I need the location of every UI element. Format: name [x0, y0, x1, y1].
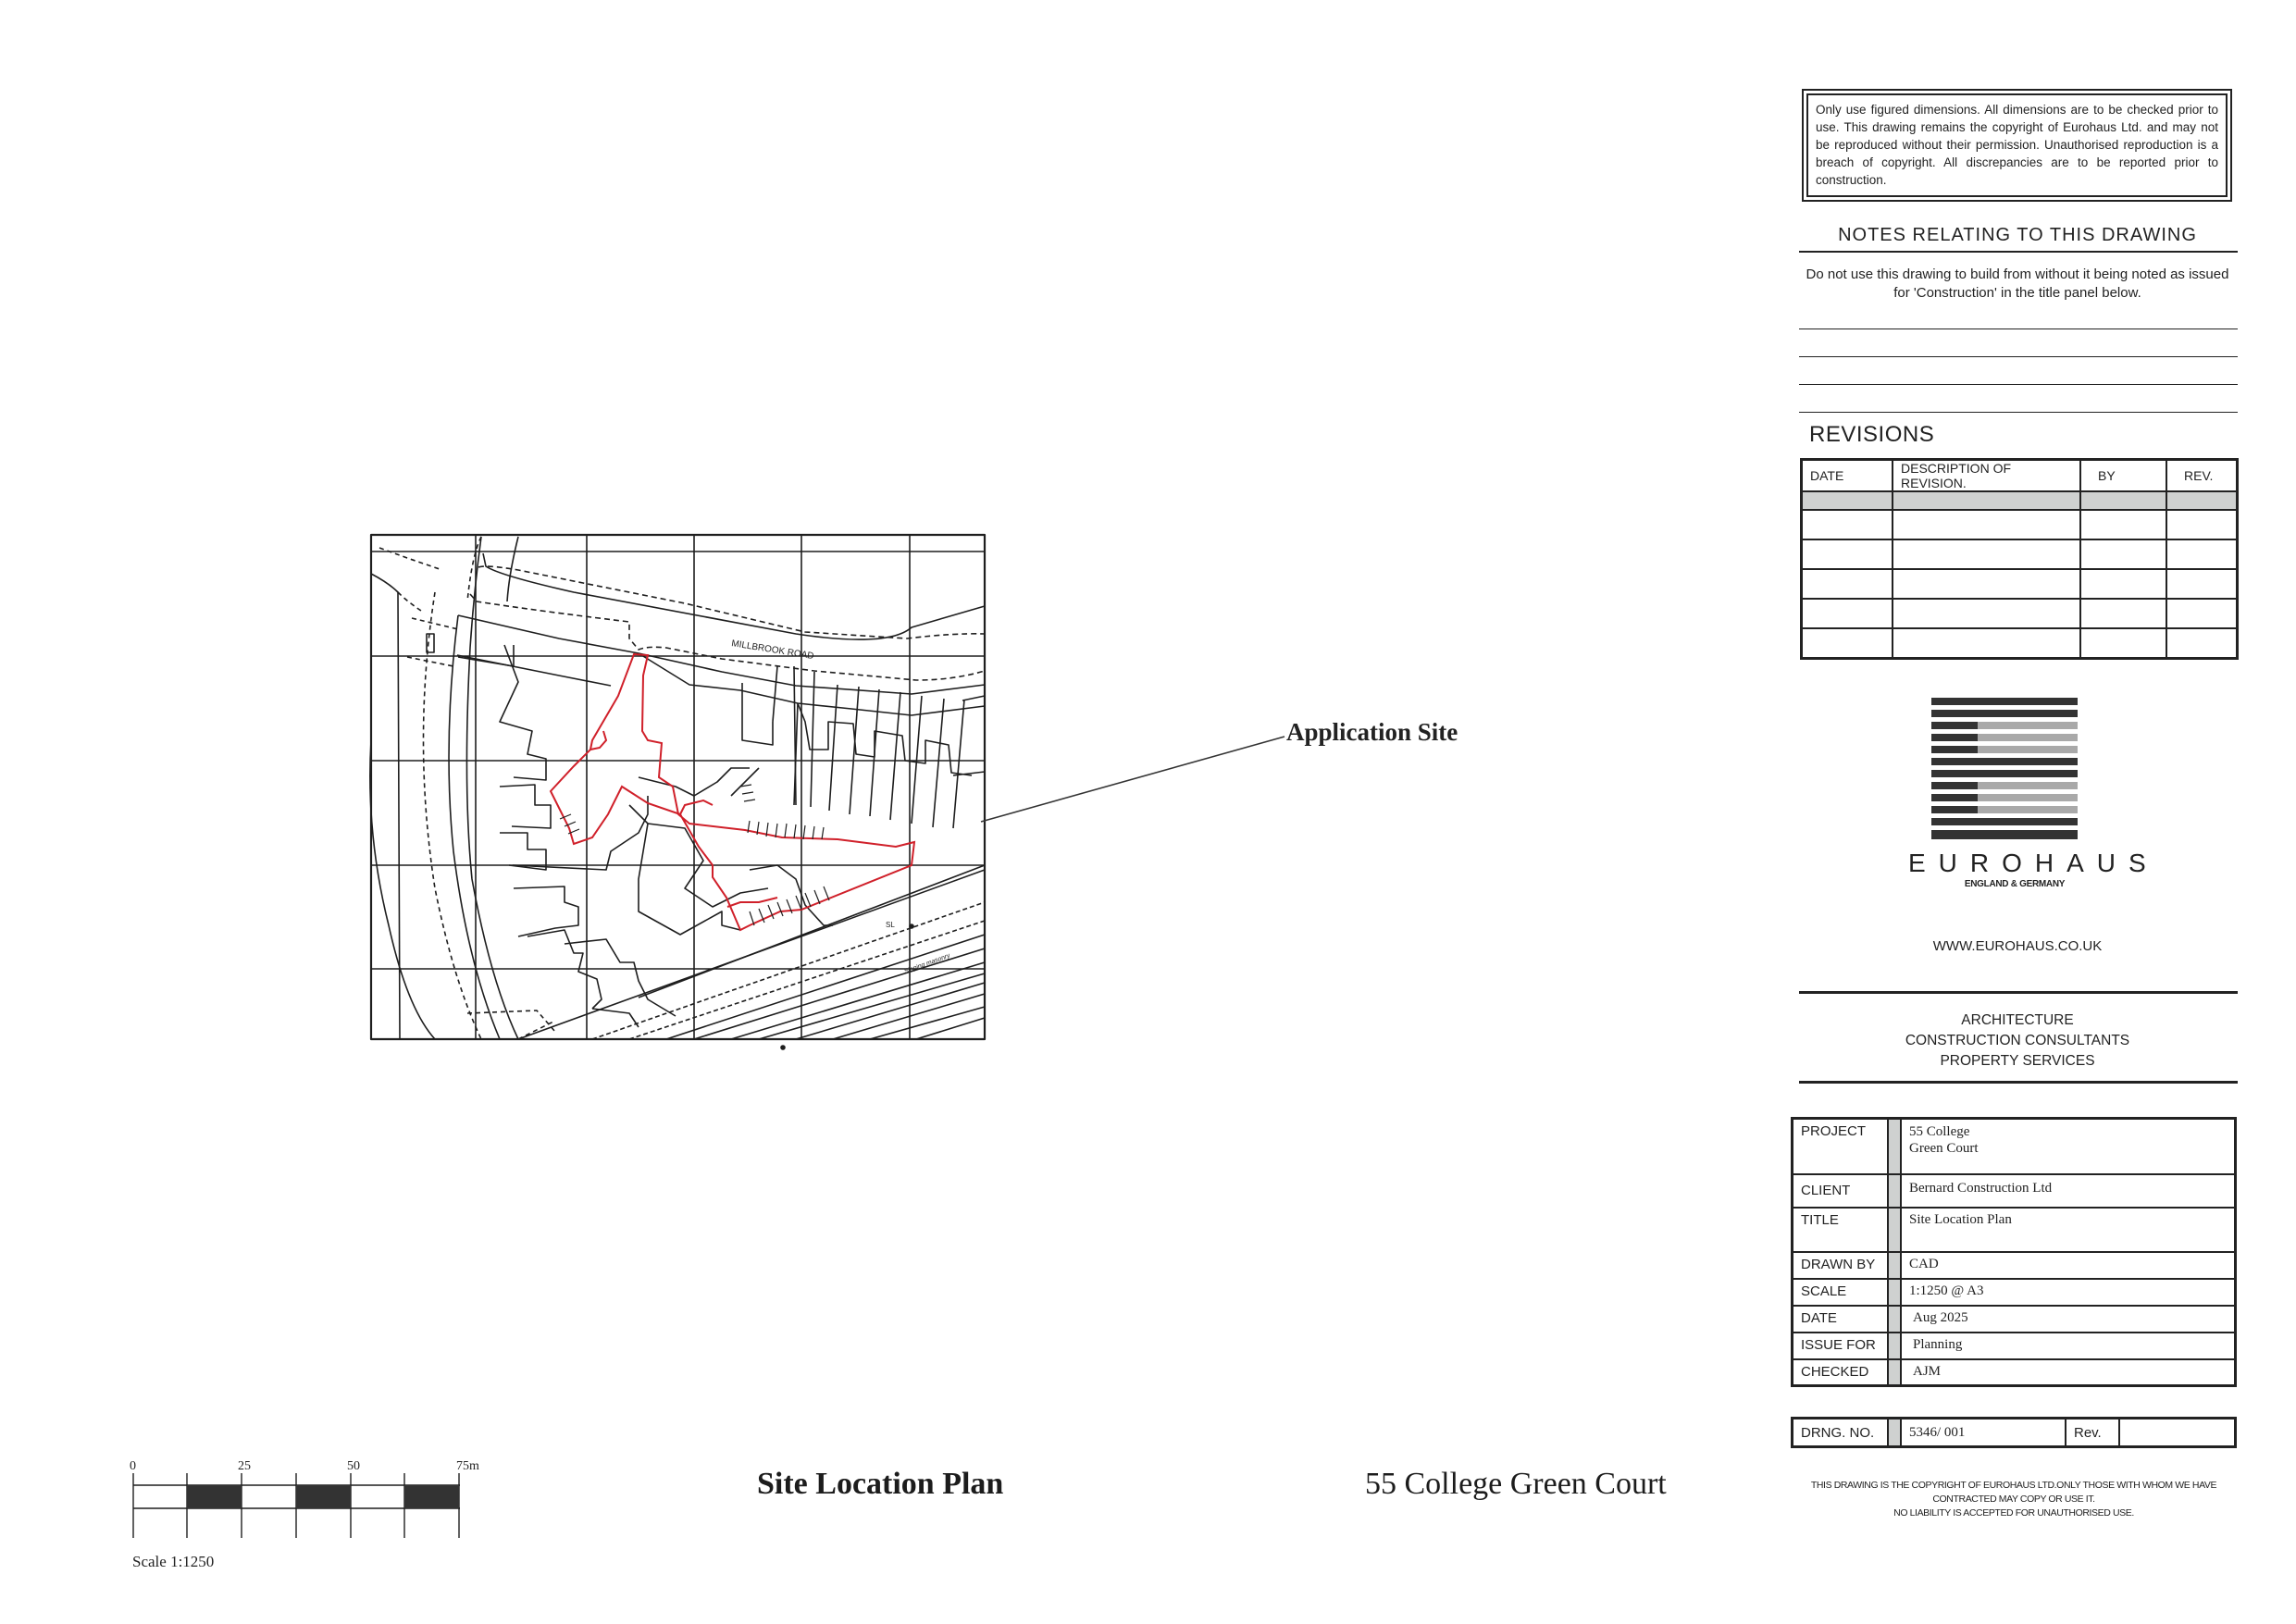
divider: [1799, 991, 2238, 994]
rev-col-rev: REV.: [2166, 460, 2238, 492]
scale-tick-25: 25: [238, 1459, 251, 1473]
rev-label: Rev.: [2066, 1419, 2119, 1447]
services-list: [1799, 1010, 2236, 1072]
road-label: MILLBROOK ROAD: [730, 638, 815, 663]
project-label: PROJECT: [1793, 1119, 1889, 1174]
notes-body: Do not use this drawing to build from without it being noted as issued for 'Construction' in the title panel below.: [1806, 267, 2229, 301]
copyright-line: CONTRACTED MAY COPY OR USE IT.: [1932, 1494, 2095, 1505]
drawn-by-label: DRAWN BY: [1793, 1252, 1889, 1279]
drawing-number-value: 5346/ 001: [1901, 1419, 2066, 1447]
scale-tick-75: 75m: [456, 1459, 479, 1473]
checked-value: AJM: [1901, 1359, 2236, 1386]
issue-for-value: Planning: [1901, 1333, 2236, 1359]
table-row: [1802, 491, 2238, 510]
copyright-notice: [1791, 1479, 2237, 1520]
footer-title: Site Location Plan: [757, 1467, 1004, 1501]
notes-line: [1799, 384, 2238, 385]
divider: [1799, 1081, 2238, 1084]
issue-for-label: ISSUE FOR: [1793, 1333, 1889, 1359]
drawn-by-value: CAD: [1901, 1252, 2236, 1279]
footer-address: 55 College Green Court: [1365, 1467, 1667, 1501]
scale-tick-50: 50: [347, 1459, 360, 1473]
drawing-number-table: [1791, 1417, 2237, 1448]
project-value-line2: Green Court: [1909, 1141, 1979, 1156]
service-item: CONSTRUCTION CONSULTANTS: [1905, 1033, 2130, 1048]
revisions-title: REVISIONS: [1809, 422, 1935, 447]
notes-line: [1799, 412, 2238, 413]
service-item: ARCHITECTURE: [1961, 1012, 2074, 1028]
title-value: Site Location Plan: [1901, 1208, 2236, 1252]
notes-title: NOTES RELATING TO THIS DRAWING: [1838, 225, 2197, 245]
checked-label: CHECKED: [1793, 1359, 1889, 1386]
table-row: [1802, 539, 2238, 569]
website-link[interactable]: WWW.EUROHAUS.CO.UK: [1932, 938, 2103, 954]
project-value-line1: 55 College: [1909, 1124, 1970, 1139]
revisions-table: [1800, 458, 2239, 660]
table-row: [1802, 510, 2238, 539]
scale-tick-0: 0: [130, 1459, 136, 1473]
divider: [1799, 251, 2238, 253]
disclaimer-text: Only use figured dimensions. All dimensions are to be checked prior to use. This drawing remains the copyright of Eurohaus Ltd. and may not be reproduced without their permission. Unauthorised reproduction is a breach of copyright. All discrepancies are to be reported prior to construction.: [1806, 93, 2228, 197]
table-row: [1802, 628, 2238, 659]
logo-wordmark: EUROHAUS: [1908, 849, 2159, 877]
copyright-line: THIS DRAWING IS THE COPYRIGHT OF EUROHAUS LTD.ONLY THOSE WITH WHOM WE HAVE: [1810, 1480, 2217, 1491]
drawing-number-label: DRNG. NO.: [1793, 1419, 1889, 1447]
date-value: Aug 2025: [1901, 1306, 2236, 1333]
disclaimer-box: [1802, 89, 2232, 202]
table-row: [1802, 569, 2238, 599]
notes-line: [1799, 356, 2238, 357]
table-row: [1802, 599, 2238, 628]
service-item: PROPERTY SERVICES: [1940, 1053, 2095, 1069]
rev-col-by: BY: [2080, 460, 2166, 492]
application-site-label: Application Site: [1286, 718, 1458, 746]
date-label: DATE: [1793, 1306, 1889, 1333]
logo-subtitle: ENGLAND & GERMANY: [1964, 879, 2066, 889]
copyright-line: NO LIABILITY IS ACCEPTED FOR UNAUTHORISED USE.: [1893, 1507, 2134, 1519]
client-value: Bernard Construction Ltd: [1901, 1174, 2236, 1208]
rev-value: [2119, 1419, 2236, 1447]
svg-text:Sloping masonry: Sloping masonry: [903, 952, 951, 975]
title-label: TITLE: [1793, 1208, 1889, 1252]
svg-text:SL: SL: [886, 921, 895, 929]
rev-col-date: DATE: [1802, 460, 1893, 492]
client-label: CLIENT: [1793, 1174, 1889, 1208]
rev-col-description: DESCRIPTION OF REVISION.: [1893, 460, 2080, 492]
project-info-table: [1791, 1117, 2237, 1387]
scale-value: 1:1250 @ A3: [1901, 1279, 2236, 1306]
eurohaus-logo-icon: [1931, 698, 2078, 844]
scale-label: SCALE: [1793, 1279, 1889, 1306]
scale-caption: Scale 1:1250: [132, 1553, 215, 1570]
